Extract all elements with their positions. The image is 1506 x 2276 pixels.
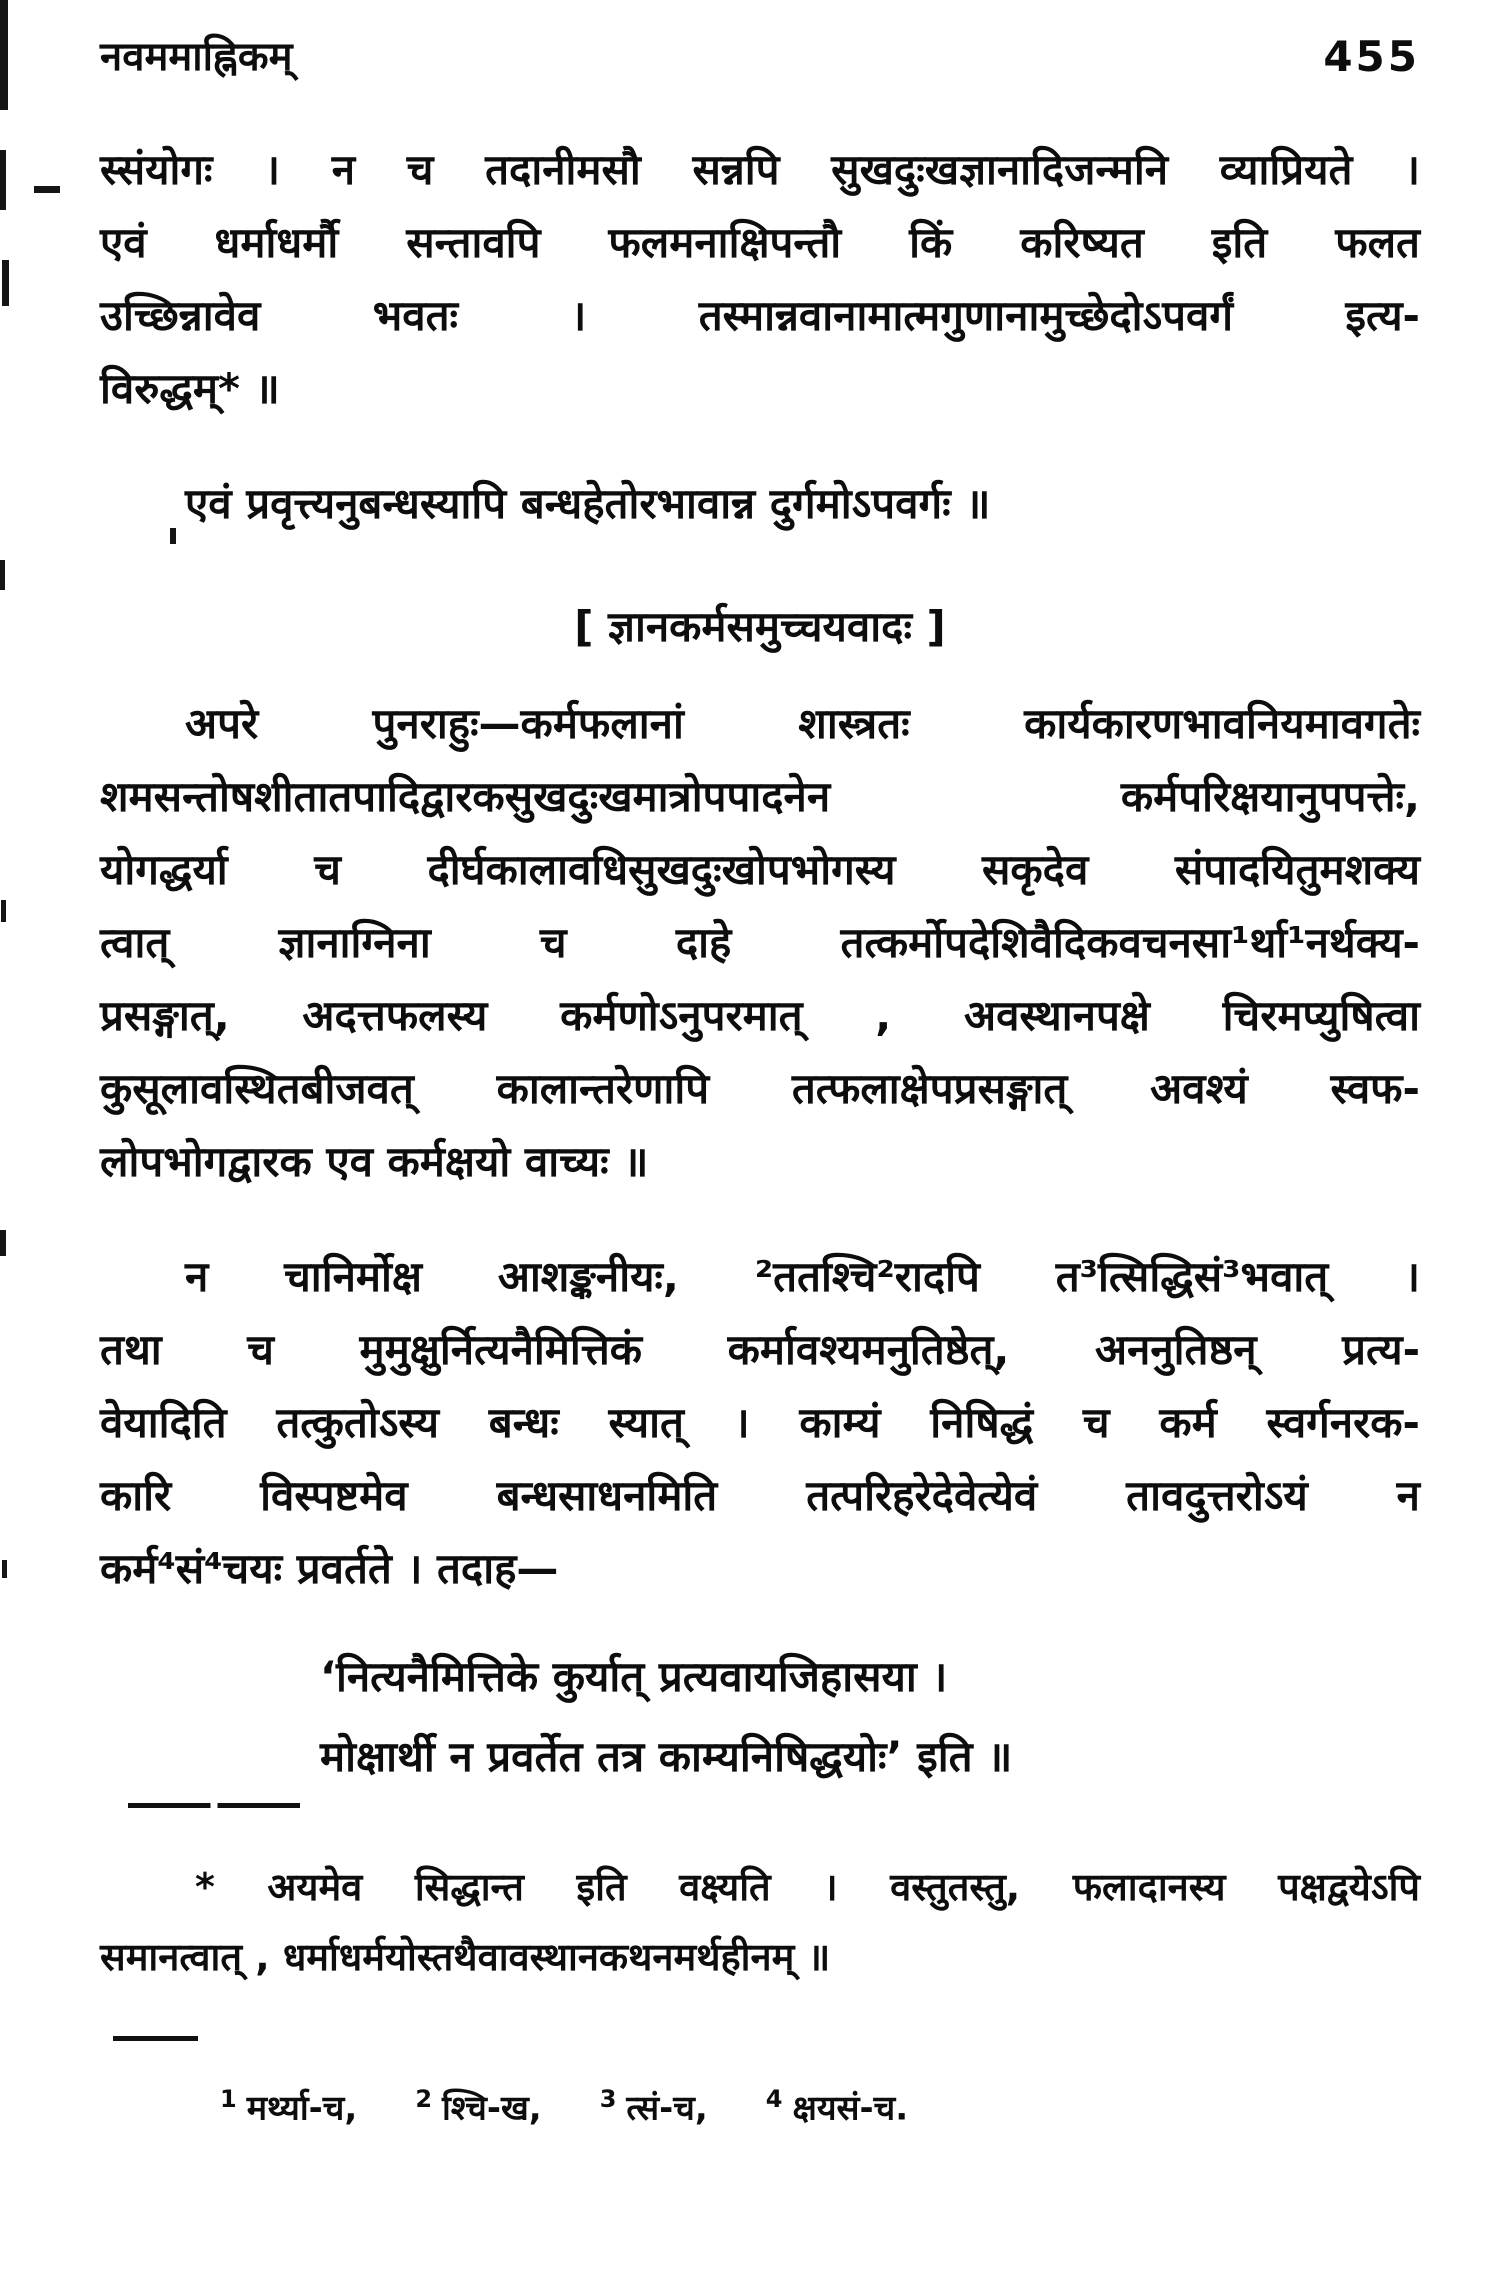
text-line: अपरे पुनराहुः—कर्मफलानां शास्त्रतः कार्यकारणभावनियमावगतेः <box>185 699 1420 748</box>
variant-footnotes <box>220 2075 1420 2132</box>
variant-note <box>415 2075 541 2132</box>
variant-separator <box>113 2036 198 2041</box>
text-line: एवं प्रवृत्त्यनुबन्धस्यापि बन्धहेतोरभावान्न दुर्गमोऽपवर्गः ॥ <box>185 479 991 528</box>
scan-artifact <box>0 0 8 110</box>
text-line: कुसूलावस्थितबीजवत् कालान्तरेणापि तत्फलाक्षेपप्रसङ्गात् अवश्यं स्वफ- <box>100 1064 1420 1113</box>
footnote-marker: 3 <box>599 2085 617 2113</box>
paragraph-4 <box>100 1240 1420 1605</box>
scan-artifact <box>2 1560 7 1578</box>
text-line: न चानिर्मोक्ष आशङ्कनीयः, ²ततश्चि²रादपि त³त्सिद्धिसं³भवात् । <box>185 1252 1420 1301</box>
paragraph-3 <box>100 687 1420 1198</box>
scan-artifact <box>34 186 60 193</box>
scan-artifact <box>2 260 9 306</box>
variant-note <box>600 2075 708 2132</box>
variant-text: श्चि-ख, <box>442 2088 542 2129</box>
page-header <box>100 33 1420 81</box>
section-heading: [ ज्ञानकर्मसमुच्चयवादः ] <box>574 602 946 651</box>
footnote-line: * अयमेव सिद्धान्त इति वक्ष्यति । वस्तुतस्तु, फलादानस्य पक्षद्वयेऽपि <box>195 1865 1420 1909</box>
text-line: कर्म⁴सं⁴चयः प्रवर्तते । तदाह— <box>100 1544 559 1593</box>
scan-artifact <box>0 150 6 210</box>
text-line: त्वात् ज्ञानाग्निना च दाहे तत्कर्मोपदेशिवैदिकवचनसा¹र्था¹नर्थक्य- <box>100 918 1420 967</box>
paragraph-2 <box>100 467 1420 540</box>
scan-artifact <box>0 1230 6 1256</box>
variant-note <box>220 2075 357 2132</box>
footnote-marker: 2 <box>415 2085 433 2113</box>
variant-note <box>766 2075 908 2132</box>
text-column <box>100 33 1420 2132</box>
running-title: नवममाह्निकम् <box>100 34 293 80</box>
text-line: विरुद्धम्* ॥ <box>100 364 280 413</box>
text-line: वेयादिति तत्कुतोऽस्य बन्धः स्यात् । काम्यं निषिद्धं च कर्म स्वर्गनरक- <box>100 1398 1420 1447</box>
text-line: स्संयोगः । न च तदानीमसौ सन्नपि सुखदुःखज्ञानादिजन्मनि व्याप्रियते । <box>100 145 1420 194</box>
paragraph-1 <box>100 133 1420 425</box>
verse-line: ‘नित्यनैमित्तिके कुर्यात् प्रत्यवायजिहासया । <box>320 1652 948 1701</box>
footnote-marker: 1 <box>220 2085 237 2113</box>
text-line: उच्छिन्नावेव भवतः । तस्मान्नवानामात्मगुणानामुच्छेदोऽपवर्गं इत्य- <box>100 291 1420 340</box>
text-line: प्रसङ्गात्, अदत्तफलस्य कर्मणोऽनुपरमात् , अवस्थानपक्षे चिरमप्युषित्वा <box>100 991 1420 1040</box>
footnote-separator <box>128 1803 300 1808</box>
text-line: कारि विस्पष्टमेव बन्धसाधनमिति तत्परिहरेदेवेत्येवं तावदुत्तरोऽयं न <box>100 1471 1420 1520</box>
footnote-marker: 4 <box>765 2085 783 2113</box>
text-line: योगद्धर्या च दीर्घकालावधिसुखदुःखोपभोगस्य सकृदेव संपादयितुमशक्य <box>100 845 1420 894</box>
variant-text: त्सं-च, <box>626 2088 708 2129</box>
text-line: एवं धर्माधर्मौ सन्तावपि फलमनाक्षिपन्तौ किं करिष्यत इति फलत <box>100 218 1420 267</box>
star-footnote <box>100 1852 1420 1992</box>
text-line: लोपभोगद्वारक एव कर्मक्षयो वाच्यः ॥ <box>100 1137 649 1186</box>
scan-artifact <box>1 900 6 922</box>
footnote-line: समानत्वात् , धर्माधर्मयोस्तथैवावस्थानकथनमर्थहीनम् ॥ <box>100 1935 831 1979</box>
scan-artifact <box>0 560 5 590</box>
verse-line: मोक्षार्थी न प्रवर्तेत तत्र काम्यनिषिद्धयोः’ इति ॥ <box>320 1732 1013 1781</box>
variant-text: क्षयसं-च. <box>792 2088 909 2129</box>
text-line: शमसन्तोषशीतातपादिद्वारकसुखदुःखमात्रोपपादनेन कर्मपरिक्षयानुपपत्तेः, <box>100 772 1420 821</box>
page-number: 455 <box>1323 32 1420 81</box>
variant-text: मर्थ्या-च, <box>246 2088 358 2129</box>
text-line: तथा च मुमुक्षुर्नित्यनैमित्तिकं कर्मावश्यमनुतिष्ठेत्, अननुतिष्ठन् प्रत्य- <box>100 1325 1420 1374</box>
verse <box>320 1637 1420 1797</box>
